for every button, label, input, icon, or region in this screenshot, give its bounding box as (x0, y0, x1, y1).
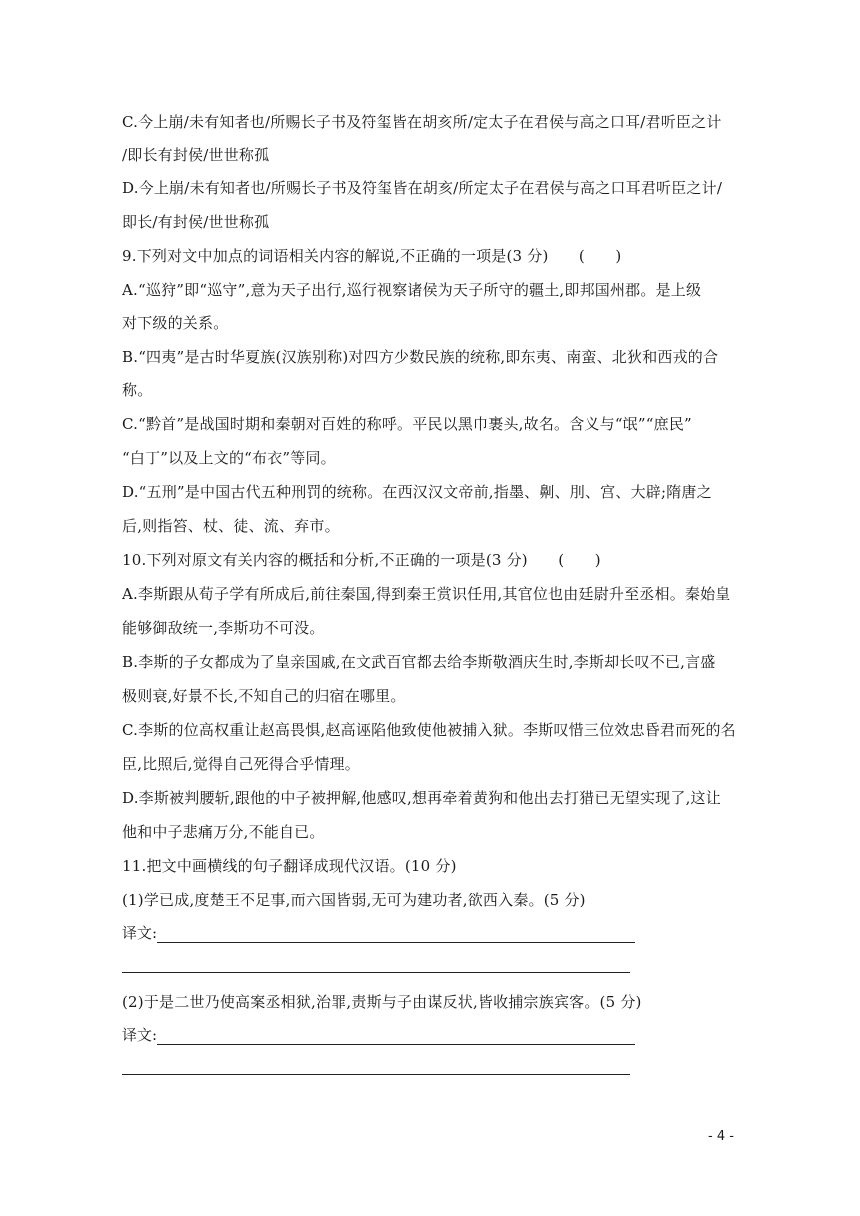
q9-option-c-line1: C.“黔首”是战国时期和秦朝对百姓的称呼。平民以黑巾裹头,故名。含义与“氓”“庶民” (122, 415, 692, 433)
q9-option-c-line2: “白丁”以及上文的“布衣”等同。 (122, 449, 336, 467)
q11-part-1-answer-line[interactable] (122, 923, 635, 943)
q10-option-d-line2: 他和中子悲痛万分,不能自已。 (122, 823, 325, 841)
q11-part-2: (2)于是二世乃使高案丞相狱,治罪,责斯与子由谋反状,皆收捕宗族宾客。(5 分) (122, 993, 642, 1011)
q10-option-b-line1: B.李斯的子女都成为了皇亲国戚,在文武百官都去给李斯敬酒庆生时,李斯却长叹不已,言盛 (122, 653, 716, 671)
answer-label: 译文: (122, 924, 158, 942)
question-9: 9.下列对文中加点的词语相关内容的解说,不正确的一项是(3 分) ( ) (122, 247, 622, 265)
q9-option-a-line1: A.“巡狩”即“巡守”,意为天子出行,巡行视察诸侯为天子所守的疆土,即邦国州郡。是上级 (122, 281, 702, 299)
q9-option-d-line2: 后,则指笞、杖、徒、流、弃市。 (122, 517, 340, 535)
question-11: 11.把文中画横线的句子翻译成现代汉语。(10 分) (122, 857, 457, 875)
q8-option-c-line2: /即长有封侯/世世称孤 (122, 146, 270, 164)
q10-option-d-line1: D.李斯被判腰斩,跟他的中子被押解,他感叹,想再牵着黄狗和他出去打猎已无望实现了,这让 (122, 789, 721, 807)
q9-option-b-line1: B.“四夷”是古时华夏族(汉族别称)对四方少数民族的统称,即东夷、南蛮、北狄和西戎的合 (122, 348, 719, 366)
q8-option-d-line1: D.今上崩/未有知者也/所赐长子书及符玺皆在胡亥/所定太子在君侯与高之口耳君听臣之计/ (122, 179, 723, 197)
q10-option-b-line2: 极则衰,好景不长,不知自己的归宿在哪里。 (122, 687, 406, 705)
q11-part-2-answer-line[interactable] (122, 1025, 635, 1045)
answer-label: 译文: (122, 1026, 158, 1044)
q10-option-a-line2: 能够御敌统一,李斯功不可没。 (122, 619, 325, 637)
q11-part-1: (1)学已成,度楚王不足事,而六国皆弱,无可为建功者,欲西入秦。(5 分) (122, 891, 586, 909)
q10-option-c-line2: 臣,比照后,觉得自己死得合乎情理。 (122, 755, 360, 773)
answer-blank[interactable] (157, 926, 635, 943)
q8-option-d-line2: 即长/有封侯/世世称孤 (122, 213, 270, 231)
q9-option-d-line1: D.“五刑”是中国古代五种刑罚的统称。在西汉汉文帝前,指墨、劓、刖、宫、大辟;隋唐之 (122, 483, 712, 501)
q10-option-c-line1: C.李斯的位高权重让赵高畏惧,赵高诬陷他致使他被捕入狱。李斯叹惜三位效忠昏君而死的名 (122, 721, 736, 739)
q8-option-c-line1: C.今上崩/未有知者也/所赐长子书及符玺皆在胡亥所/定太子在君侯与高之口耳/君听臣之计 (122, 113, 722, 131)
q11-part-1-answer-line2[interactable] (122, 972, 630, 973)
q11-part-2-answer-line2[interactable] (122, 1074, 630, 1075)
q9-option-b-line2: 称。 (122, 381, 153, 399)
q10-option-a-line1: A.李斯跟从荀子学有所成后,前往秦国,得到秦王赏识任用,其官位也由廷尉升至丞相。秦始皇 (122, 585, 731, 603)
question-10: 10.下列对原文有关内容的概括和分析,不正确的一项是(3 分) ( ) (122, 551, 601, 569)
q9-option-a-line2: 对下级的关系。 (122, 314, 229, 332)
page-number: - 4 - (708, 1129, 734, 1144)
answer-blank[interactable] (157, 1028, 635, 1045)
